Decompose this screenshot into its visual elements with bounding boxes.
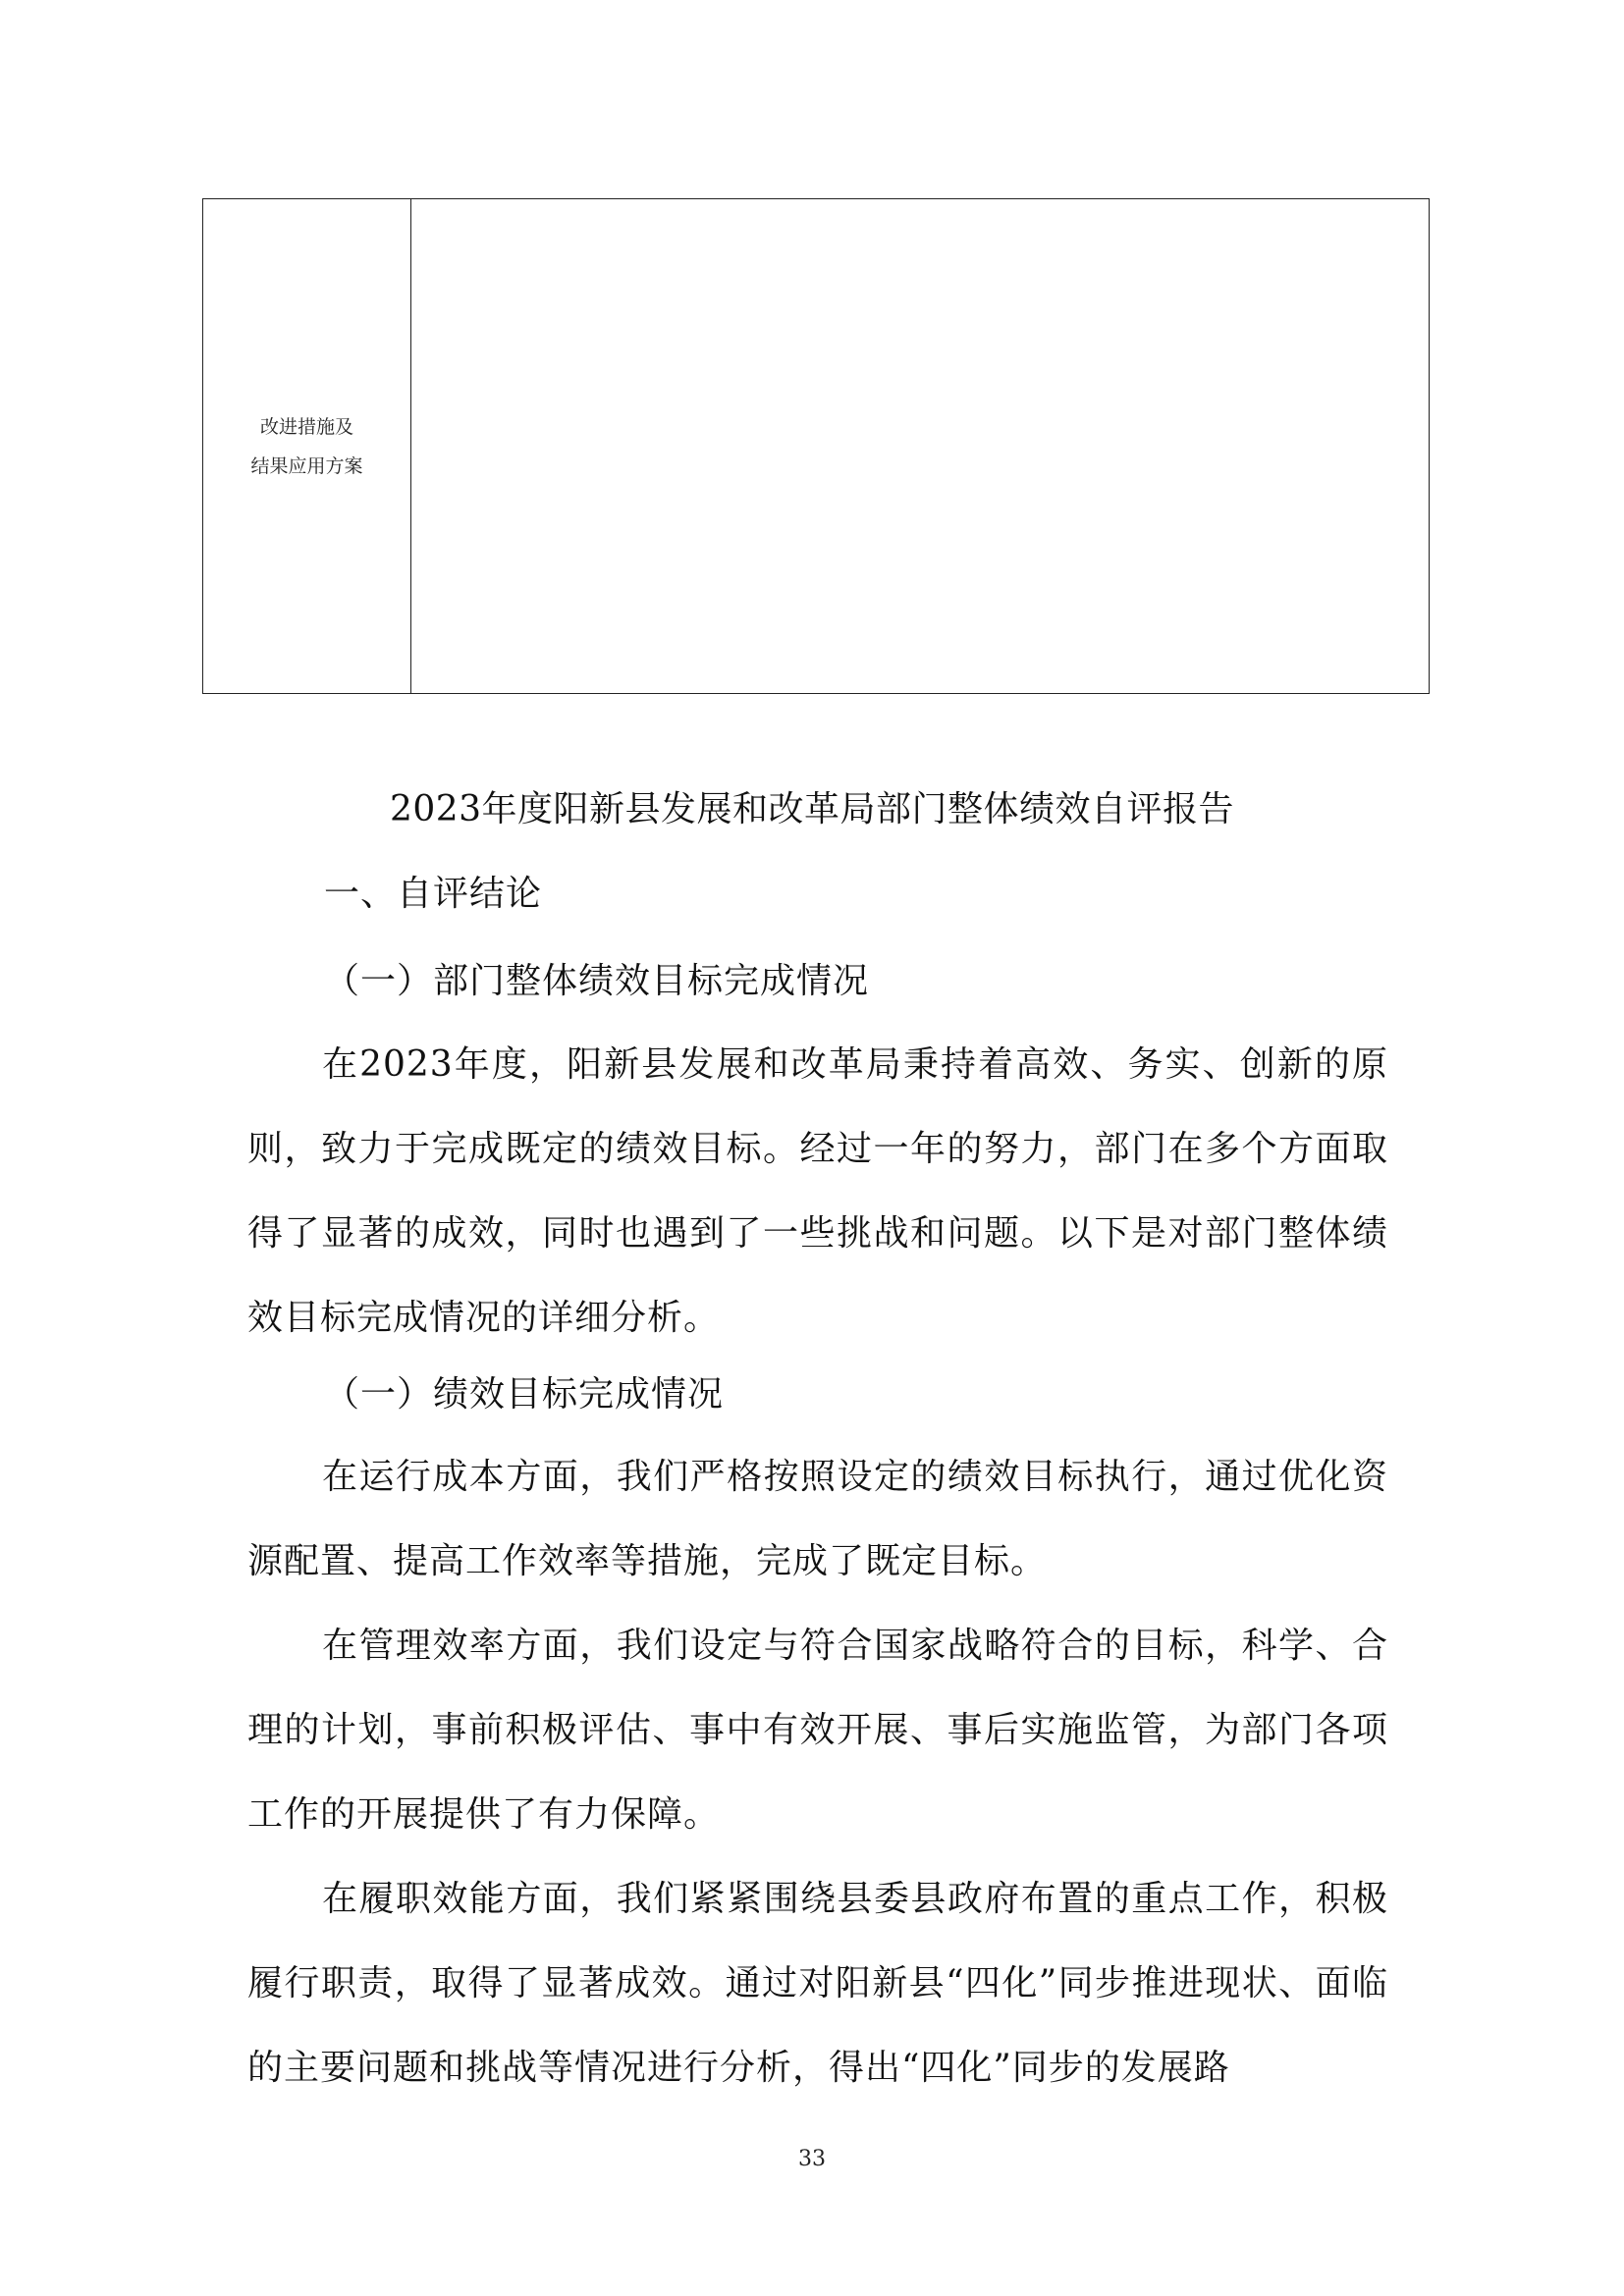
paragraph-management-efficiency: 在管理效率方面，我们设定与符合国家战略符合的目标，科学、合理的计划，事前积极评估、事中有效开展、事后实施监管，为部门各项工作的开展提供了有力保障。 <box>247 1626 1388 1835</box>
subsection-heading-goal-completion: （一）绩效目标完成情况 <box>324 1374 725 1415</box>
subsection-heading-overall-goals: （一）部门整体绩效目标完成情况 <box>324 961 870 1001</box>
paragraph-overview: 在2023年度，阳新县发展和改革局秉持着高效、务实、创新的原则，致力于完成既定的绩效目标。经过一年的努力，部门在多个方面取得了显著的成效，同时也遇到了一些挑战和问题。以下是对部门整体绩效目标完成情况的详细分析。 <box>247 1044 1388 1338</box>
section-heading-self-evaluation: 一、自评结论 <box>324 874 543 914</box>
table-label-line2: 结果应用方案 <box>250 454 363 477</box>
measures-table <box>202 198 1430 694</box>
table-column-divider <box>410 199 411 693</box>
page-number: 33 <box>798 2147 826 2171</box>
report-title: 2023年度阳新县发展和改革局部门整体绩效自评报告 <box>389 789 1235 829</box>
paragraph-operating-cost: 在运行成本方面，我们严格按照设定的绩效目标执行，通过优化资源配置、提高工作效率等措施，完成了既定目标。 <box>247 1457 1388 1581</box>
paragraph-performance-effectiveness: 在履职效能方面，我们紧紧围绕县委县政府布置的重点工作，积极履行职责，取得了显著成效。通过对阳新县“四化”同步推进现状、面临的主要问题和挑战等情况进行分析，得出“四化”同步的发展路 <box>247 1879 1388 2088</box>
table-content-cell <box>412 199 1429 693</box>
table-label-cell <box>203 199 410 693</box>
table-label-line1: 改进措施及 <box>259 415 353 438</box>
